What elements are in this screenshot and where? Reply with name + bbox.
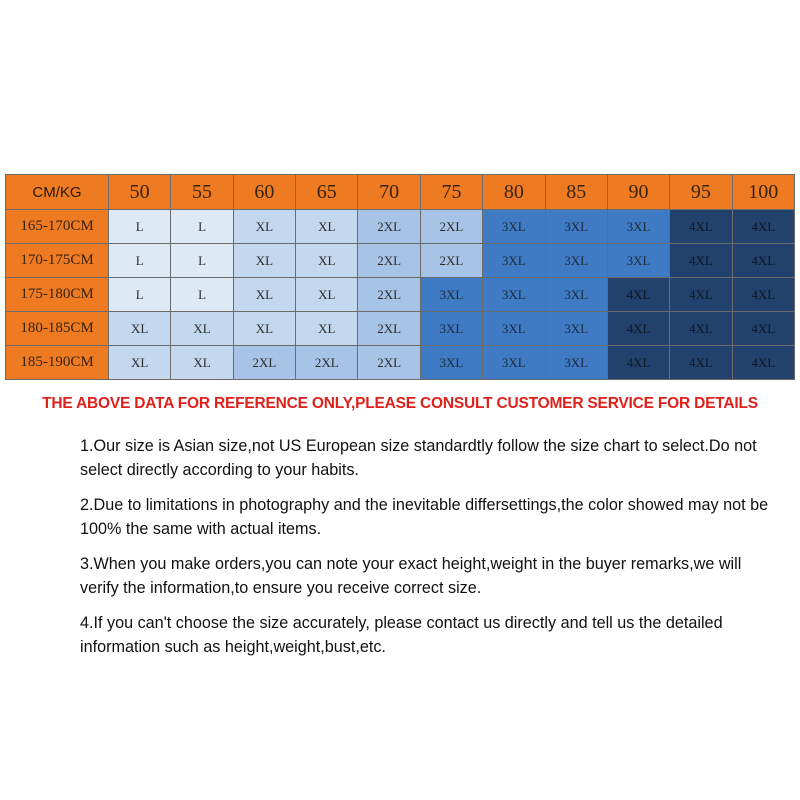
weight-header: 95 [670, 175, 732, 210]
size-cell: L [171, 278, 233, 312]
size-cell: L [171, 244, 233, 278]
disclaimer-text: THE ABOVE DATA FOR REFERENCE ONLY,PLEASE CONSULT CUSTOMER SERVICE FOR DETAILS [42, 395, 758, 412]
note-item: 1.Our size is Asian size,not US European size standardtly follow the size chart to select.Do not select directly according to your habits. [80, 437, 757, 479]
weight-header: 65 [296, 175, 358, 210]
size-cell: 2XL [358, 278, 420, 312]
size-cell: 4XL [732, 278, 794, 312]
table-row [6, 312, 795, 346]
size-cell: 3XL [545, 346, 607, 380]
size-cell: XL [233, 312, 295, 346]
weight-header: 90 [607, 175, 669, 210]
size-cell: 3XL [483, 244, 545, 278]
size-cell: XL [171, 346, 233, 380]
table-row [6, 210, 795, 244]
size-cell: 3XL [483, 278, 545, 312]
size-cell: 4XL [670, 346, 732, 380]
weight-header: 75 [420, 175, 482, 210]
size-cell: L [109, 210, 171, 244]
size-cell: 2XL [358, 210, 420, 244]
size-cell: 4XL [670, 210, 732, 244]
table-row [6, 346, 795, 380]
size-cell: L [171, 210, 233, 244]
notes-list [80, 434, 780, 670]
weight-header-row [6, 175, 795, 210]
size-cell: XL [233, 244, 295, 278]
size-cell: 3XL [545, 278, 607, 312]
weight-header: 55 [171, 175, 233, 210]
note-item: 3.When you make orders,you can note your exact height,weight in the buyer remarks,we will verify the information,to ensure you receive correct size. [80, 555, 742, 597]
size-cell: 3XL [483, 312, 545, 346]
size-cell: XL [296, 312, 358, 346]
size-cell: 3XL [483, 346, 545, 380]
size-cell: 4XL [732, 346, 794, 380]
weight-header: 70 [358, 175, 420, 210]
weight-header: 50 [109, 175, 171, 210]
size-cell: XL [296, 210, 358, 244]
size-cell: 3XL [420, 278, 482, 312]
size-cell: 4XL [607, 278, 669, 312]
size-cell: L [109, 278, 171, 312]
size-cell: L [109, 244, 171, 278]
size-cell: 3XL [483, 210, 545, 244]
size-cell: 4XL [732, 312, 794, 346]
note-item: 2.Due to limitations in photography and the inevitable differsettings,the color showed may not be 100% the same with actual items. [80, 496, 769, 538]
height-label: 185-190CM [6, 346, 109, 380]
size-cell: 2XL [358, 244, 420, 278]
height-label: 175-180CM [6, 278, 109, 312]
size-cell: XL [296, 244, 358, 278]
size-cell: 2XL [420, 210, 482, 244]
size-cell: 4XL [670, 244, 732, 278]
weight-header: 80 [483, 175, 545, 210]
size-cell: 3XL [545, 244, 607, 278]
size-cell: 2XL [420, 244, 482, 278]
size-cell: XL [171, 312, 233, 346]
weight-header: 100 [732, 175, 794, 210]
size-cell: 3XL [545, 210, 607, 244]
height-label: 180-185CM [6, 312, 109, 346]
size-chart-table [5, 174, 795, 380]
size-cell: 3XL [545, 312, 607, 346]
size-cell: 2XL [296, 346, 358, 380]
size-cell: 4XL [670, 312, 732, 346]
height-label: 170-175CM [6, 244, 109, 278]
size-cell: 3XL [607, 210, 669, 244]
size-cell: 3XL [420, 346, 482, 380]
size-cell: 4XL [732, 210, 794, 244]
weight-header: 85 [545, 175, 607, 210]
size-cell: XL [233, 278, 295, 312]
corner-label: CM/KG [6, 175, 109, 210]
size-cell: 2XL [358, 312, 420, 346]
weight-header: 60 [233, 175, 295, 210]
height-label: 165-170CM [6, 210, 109, 244]
note-item: 4.If you can't choose the size accurately, please contact us directly and tell us the detailed information such as height,weight,bust,etc. [80, 614, 723, 656]
size-cell: 3XL [607, 244, 669, 278]
size-cell: XL [233, 210, 295, 244]
size-cell: XL [109, 346, 171, 380]
size-cell: 2XL [233, 346, 295, 380]
size-cell: XL [296, 278, 358, 312]
size-cell: 3XL [420, 312, 482, 346]
table-row [6, 278, 795, 312]
size-cell: 4XL [607, 346, 669, 380]
size-cell: XL [109, 312, 171, 346]
size-cell: 4XL [670, 278, 732, 312]
table-row [6, 244, 795, 278]
size-cell: 4XL [607, 312, 669, 346]
size-cell: 4XL [732, 244, 794, 278]
size-cell: 2XL [358, 346, 420, 380]
